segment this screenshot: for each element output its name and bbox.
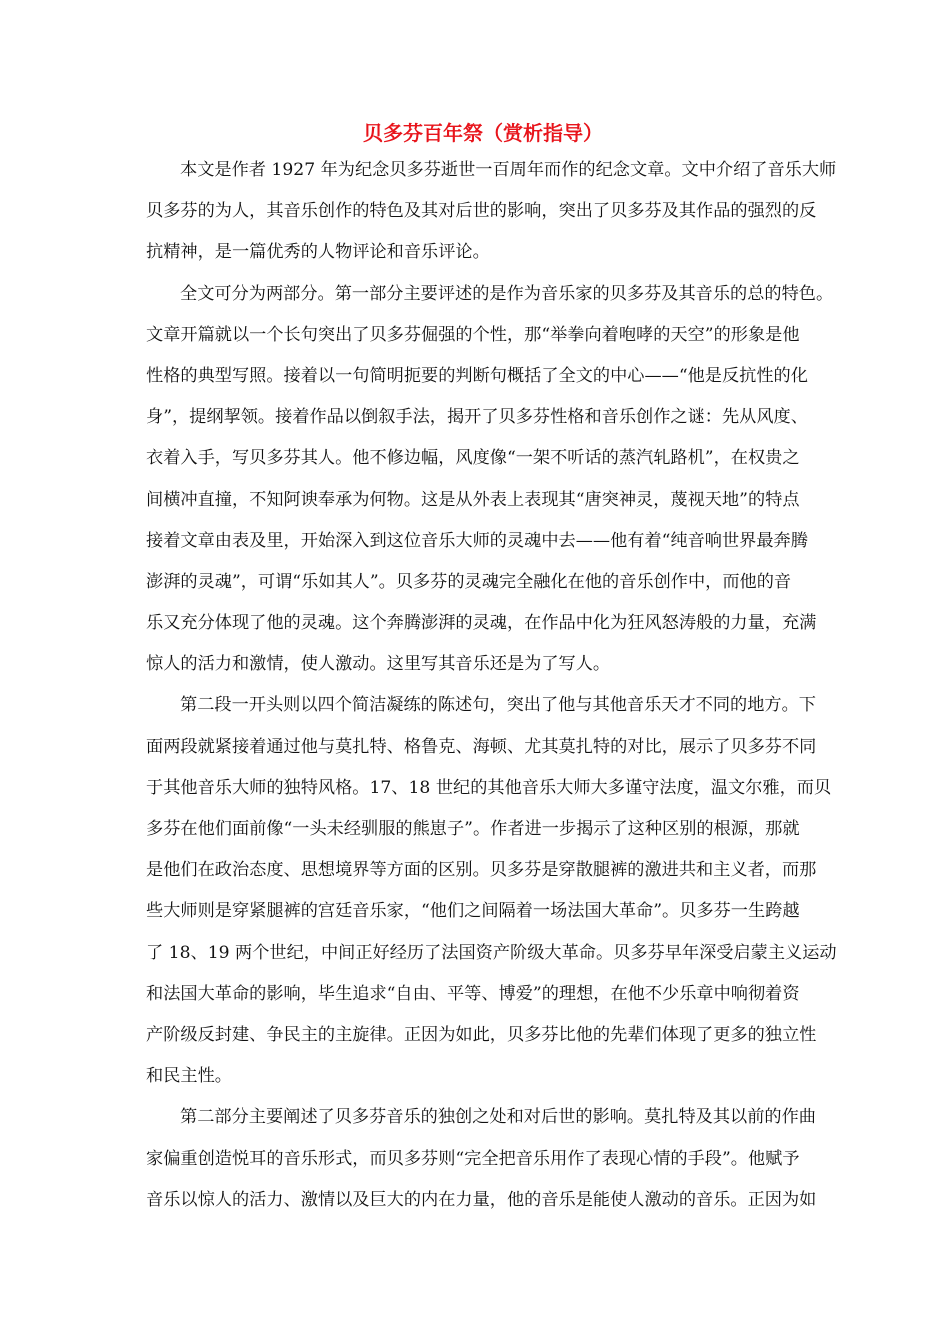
text-line: 产阶级反封建、争民主的主旋律。正因为如此，贝多芬比他的先辈们体现了更多的独立性	[146, 1024, 817, 1045]
paragraph-first-line: 全文可分为两部分。第一部分主要评述的是作为音乐家的贝多芬及其音乐的总的特色。	[180, 283, 834, 304]
text-line: 音乐以惊人的活力、激情以及巨大的内在力量，他的音乐是能使人激动的音乐。正因为如	[146, 1189, 817, 1210]
text-line: 惊人的活力和激情，使人激动。这里写其音乐还是为了写人。	[146, 654, 611, 675]
paragraph-first-line: 第二段一开头则以四个简洁凝练的陈述句，突出了他与其他音乐天才不同的地方。下	[180, 695, 816, 716]
text-line: 面两段就紧接着通过他与莫扎特、格鲁克、海顿、尤其莫扎特的对比，展示了贝多芬不同	[146, 736, 817, 757]
paragraph-first-line: 第二部分主要阐述了贝多芬音乐的独创之处和对后世的影响。莫扎特及其以前的作曲	[180, 1107, 816, 1128]
text-line: 衣着入手，写贝多芬其人。他不修边幅，风度像“一架不听话的蒸汽轧路机”，在权贵之	[146, 448, 800, 469]
paragraph-first-line: 本文是作者 1927 年为纪念贝多芬逝世一百周年而作的纪念文章。文中介绍了音乐大师	[180, 160, 837, 180]
text-line: 家偏重创造悦耳的音乐形式，而贝多芬则“完全把音乐用作了表现心情的手段”。他赋予	[146, 1148, 800, 1169]
document-title: 贝多芬百年祭（赏析指导）	[363, 121, 603, 145]
document-body	[146, 150, 837, 1221]
text-line: 和法国大革命的影响，毕生追求“自由、平等、博爱”的理想，在他不少乐章中响彻着资	[146, 983, 800, 1004]
text-line: 是他们在政治态度、思想境界等方面的区别。贝多芬是穿散腿裤的激进共和主义者，而那	[146, 860, 817, 881]
text-line: 身”，提纲挈领。接着作品以倒叙手法，揭开了贝多芬性格和音乐创作之谜：先从风度、	[146, 407, 808, 428]
text-line: 抗精神，是一篇优秀的人物评论和音乐评论。	[146, 242, 490, 263]
text-line: 文章开篇就以一个长句突出了贝多芬倔强的个性，那“举拳向着咆哮的天空”的形象是他	[146, 324, 800, 345]
text-line: 间横冲直撞，不知阿谀奉承为何物。这是从外表上表现其“唐突神灵，蔑视天地”的特点	[146, 489, 800, 510]
text-line: 于其他音乐大师的独特风格。17、18 世纪的其他音乐大师大多谨守法度，温文尔雅，而贝	[146, 777, 832, 798]
text-line: 多芬在他们面前像“一头未经驯服的熊崽子”。作者进一步揭示了这种区别的根源，那就	[146, 819, 800, 839]
text-line: 性格的典型写照。接着以一句简明扼要的判断句概括了全文的中心——“他是反抗性的化	[146, 365, 808, 386]
text-line: 贝多芬的为人，其音乐创作的特色及其对后世的影响，突出了贝多芬及其作品的强烈的反	[146, 201, 817, 222]
text-line: 接着文章由表及里，开始深入到这位音乐大师的灵魂中去——他有着“纯音响世界最奔腾	[146, 530, 808, 551]
text-line: 了 18、19 两个世纪，中间正好经历了法国资产阶级大革命。贝多芬早年深受启蒙主义运动	[146, 942, 837, 963]
text-line: 乐又充分体现了他的灵魂。这个奔腾澎湃的灵魂，在作品中化为狂风怒涛般的力量，充满	[146, 613, 817, 634]
text-line: 和民主性。	[146, 1066, 232, 1087]
text-line: 些大师则是穿紧腿裤的宫廷音乐家，“他们之间隔着一场法国大革命”。贝多芬一生跨越	[146, 901, 800, 922]
text-line: 澎湃的灵魂”，可谓“乐如其人”。贝多芬的灵魂完全融化在他的音乐创作中，而他的音	[146, 571, 792, 592]
